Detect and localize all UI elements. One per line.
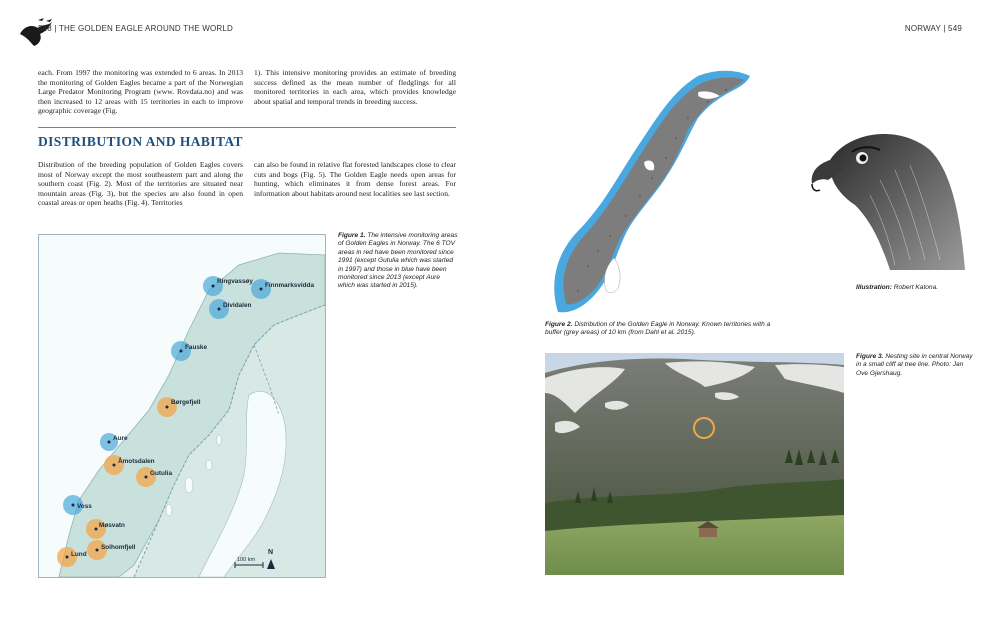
section-column-2: can also be found in relative flat forested landscapes close to clear cuts and bogs (Fig. 5). The Golden Eagle needs open areas for hunting, which eliminates it from dense forest areas. For information about habitats around nest localities see last section. (254, 160, 456, 198)
figure2-label: Figure 2. (545, 321, 573, 328)
right-page-number: 549 (948, 24, 962, 33)
header-divider: | (54, 24, 59, 33)
section-divider (38, 127, 456, 128)
right-running-header (905, 24, 962, 33)
section-column-1: Distribution of the breeding population of Golden Eagles covers most of Norway except the most southeastern part and along the southern coast (Fig. 2). Most of the territories are situated near mountain areas (Fig. 3), but the species are also found in open coastal areas or open heaths (Fig. 4). Territories (38, 160, 243, 208)
section-heading: DISTRIBUTION AND HABITAT (38, 134, 243, 149)
area-label-mosvatn: Møsvatn (99, 522, 125, 529)
eagle-logo-icon (14, 16, 54, 50)
figure2-map (548, 66, 753, 316)
area-label-finnmarksvidda: Finnmarksvidda (265, 282, 315, 289)
area-label-amotsdalen: Åmotsdalen (118, 458, 155, 465)
figure1-caption (338, 232, 458, 291)
monitoring-areas-map (39, 235, 325, 577)
area-label-voss: Voss (77, 503, 92, 510)
area-label-ringvassoy: Ringvassøy (217, 278, 253, 285)
figure3-caption-text: Nesting site in central Norway in a small cliff at tree line. Photo: Jan Ove Gjershaug. (856, 353, 973, 377)
intro-column-2: 1). This intensive monitoring provides an estimate of breeding success defined as the mean number of fledglings for all monitored territories in each area, which provides knowledge about spatial and temporal trends in breeding success. (254, 68, 456, 106)
eagle-illustration (800, 120, 970, 280)
figure1-caption-text: The intensive monitoring areas of Golden Eagles in Norway. The 6 TOV areas in red have been monitored since 1991 (except Gutulia which was started in 1997) and those in blue have been monitored since 2013 (except Aure which was started in 2015). (338, 232, 458, 290)
area-label-lund: Lund (71, 551, 87, 558)
figure3-photo (545, 353, 844, 575)
left-running-header (38, 24, 233, 33)
north-label: N (268, 549, 274, 556)
distribution-map (548, 66, 753, 316)
intro-column-1: each. From 1997 the monitoring was extended to 6 areas. In 2013 the monitoring of Golden Eagles became a part of the Norwegian Large Predator Monitoring Program (www. Rovdata.no) and was then increased to 12 areas with 15 territories in each to improve geographic coverage (Fig. (38, 68, 243, 116)
left-page-number: 548 (38, 24, 52, 33)
scale-label: 100 km (237, 557, 256, 563)
area-label-borgefjell: Børgefjell (171, 399, 201, 406)
illustration-credit (856, 284, 976, 292)
nesting-site-photo (545, 353, 844, 575)
area-label-aure: Aure (113, 435, 128, 442)
area-label-solhomfjell: Solhomfjell (101, 544, 136, 551)
figure1-map (38, 234, 326, 578)
right-running-title: NORWAY (904, 24, 941, 33)
publisher-logo (14, 16, 54, 50)
left-running-title: THE GOLDEN EAGLE AROUND THE WORLD (58, 24, 233, 33)
eagle-head-icon (800, 120, 970, 280)
area-label-gutulia: Gutulia (150, 470, 173, 477)
area-label-dividalen: Dividalen (223, 302, 252, 309)
illustration-label: Illustration: (856, 284, 892, 291)
header-divider: | (943, 24, 949, 33)
figure3-label: Figure 3. (856, 353, 884, 360)
figure2-caption (545, 321, 775, 338)
figure1-label: Figure 1. (338, 232, 366, 239)
figure2-caption-text: Distribution of the Golden Eagle in Norway. Known territories with a buffer (grey areas) of 10 km (from Dahl et al. 2015). (545, 321, 771, 337)
area-label-fauske: Fauske (185, 344, 208, 351)
figure3-caption (856, 353, 974, 378)
illustration-credit-text: Robert Katona. (893, 284, 939, 291)
